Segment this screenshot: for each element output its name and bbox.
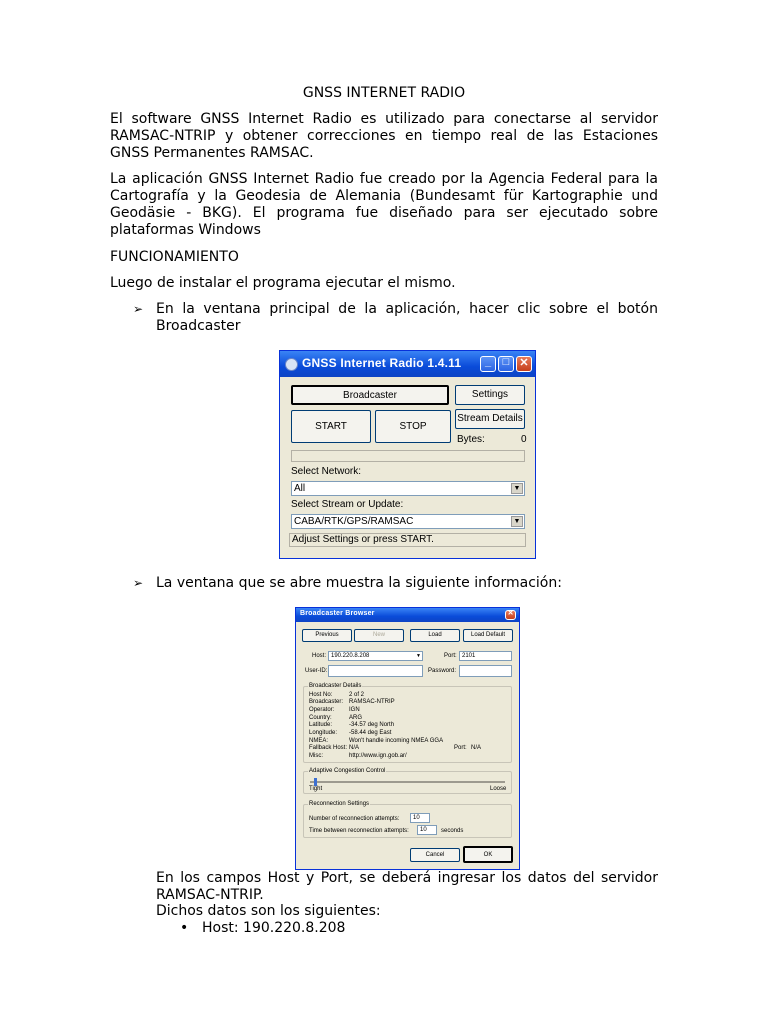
reconnection-settings-group (303, 801, 512, 838)
fallback-port-label: Port: (454, 745, 467, 751)
broadcaster-browser-window (295, 607, 520, 870)
new-button[interactable]: New (354, 629, 404, 642)
detail-value: Won't handle incoming NMEA GGA (349, 738, 444, 744)
userid-label: User-ID: (305, 668, 328, 674)
port-label: Port: (444, 653, 457, 659)
password-field[interactable] (459, 665, 512, 677)
userid-field[interactable] (328, 665, 423, 677)
window-titlebar[interactable] (296, 608, 519, 622)
chevron-down-icon[interactable]: ▼ (416, 653, 421, 659)
close-icon[interactable]: ✕ (505, 610, 516, 620)
detail-key: Fallback Host: (309, 745, 348, 751)
group-title: Broadcaster Details (309, 683, 362, 689)
detail-value: N/A (349, 745, 360, 751)
detail-value: RAMSAC-NTRIP (349, 699, 395, 705)
detail-value: IGN (349, 707, 360, 713)
document-title: GNSS INTERNET RADIO (302, 85, 466, 101)
tight-label: Tight (309, 786, 323, 792)
fallback-port-value: N/A (471, 745, 482, 751)
detail-value: http://www.ign.gob.ar/ (349, 753, 407, 759)
host-field[interactable]: 190.220.8.208 ▼ (328, 651, 423, 661)
port-field[interactable]: 2101 (459, 651, 512, 661)
congestion-slider-track[interactable] (310, 781, 505, 783)
stream-details-button[interactable]: Stream Details (455, 409, 525, 429)
paragraph-install: Luego de instalar el programa ejecutar el mismo. (110, 275, 456, 291)
window-title: GNSS Internet Radio 1.4.11 (302, 356, 462, 370)
select-network-label: Select Network: (291, 466, 362, 477)
paragraph-origin-line1: La aplicación GNSS Internet Radio fue creado por la Agencia Federal para la (110, 171, 658, 187)
cancel-button[interactable]: Cancel (410, 848, 460, 862)
congestion-slider-handle[interactable] (314, 778, 317, 786)
previous-button[interactable]: Previous (302, 629, 352, 642)
detail-key: Misc: (309, 753, 323, 759)
gnss-radio-window (279, 350, 536, 559)
group-title: Reconnection Settings (309, 801, 370, 807)
congestion-control-group (303, 768, 512, 794)
password-label: Password: (428, 668, 457, 674)
progress-bar (291, 450, 525, 462)
status-text: Adjust Settings or press START. (292, 534, 434, 545)
bullet-host: Host: 190.220.8.208 (202, 920, 346, 936)
host-label: Host: (312, 653, 327, 659)
bullet-broadcaster-line2: Broadcaster (156, 318, 241, 334)
chevron-down-icon[interactable]: ▼ (511, 516, 523, 527)
section-heading: FUNCIONAMIENTO (110, 249, 239, 265)
paragraph-origin-line3: Geodäsie - BKG). El programa fue diseñado para ser ejecutado sobre (110, 205, 658, 221)
maximize-icon[interactable]: □ (498, 356, 514, 372)
time-field[interactable]: 10 (417, 825, 437, 835)
stop-button[interactable]: STOP (375, 410, 451, 443)
paragraph-origin-line2: Cartografía y la Geodesia de Alemania (Bundesamt für Kartographie und (110, 188, 658, 204)
seconds-label: seconds (441, 828, 464, 834)
app-icon (285, 358, 298, 371)
select-stream-label: Select Stream or Update: (291, 499, 404, 510)
detail-value: -58.44 deg East (349, 730, 392, 736)
detail-key: Latitude: (309, 722, 333, 728)
stream-select[interactable]: CABA/RTK/GPS/RAMSAC ▼ (291, 514, 525, 529)
load-default-button[interactable]: Load Default (463, 629, 513, 642)
broadcaster-button[interactable]: Broadcaster (291, 385, 449, 405)
loose-label: Loose (490, 786, 507, 792)
window-title: Broadcaster Browser (300, 610, 375, 617)
settings-button[interactable]: Settings (455, 385, 525, 405)
detail-key: Country: (309, 715, 332, 721)
close-icon[interactable]: ✕ (516, 356, 532, 372)
group-title: Adaptive Congestion Control (309, 768, 386, 774)
detail-key: Longitude: (309, 730, 338, 736)
chevron-down-icon[interactable]: ▼ (511, 483, 523, 494)
detail-value: 2 of 2 (349, 692, 365, 698)
paragraph-intro-line1: El software GNSS Internet Radio es utilizado para conectarse al servidor (110, 111, 658, 127)
paragraph-host-port-line2: RAMSAC-NTRIP. (156, 887, 264, 903)
arrow-bullet-icon: ➢ (133, 302, 144, 316)
detail-value: ARG (349, 715, 363, 721)
bullet-broadcaster-line1: En la ventana principal de la aplicación, hacer clic sobre el botón (156, 301, 658, 317)
paragraph-origin-line4: plataformas Windows (110, 222, 261, 238)
time-label: Time between reconnection attempts: (309, 828, 409, 834)
paragraph-host-port-line1: En los campos Host y Port, se deberá ingresar los datos del servidor (156, 870, 658, 886)
bytes-label: Bytes: (457, 434, 485, 445)
status-bar (289, 533, 526, 547)
detail-key: NMEA: (309, 738, 329, 744)
attempts-field[interactable]: 10 (410, 813, 430, 823)
detail-key: Broadcaster: (309, 699, 344, 705)
start-button[interactable]: START (291, 410, 371, 443)
detail-value: -34.57 deg North (349, 722, 395, 728)
broadcaster-details-group (303, 683, 512, 763)
arrow-bullet-icon: ➢ (133, 576, 144, 590)
detail-key: Host No: (309, 692, 333, 698)
window-titlebar[interactable] (280, 351, 535, 377)
attempts-label: Number of reconnection attempts: (309, 816, 400, 822)
paragraph-intro-line3: GNSS Permanentes RAMSAC. (110, 145, 314, 161)
load-button[interactable]: Load (410, 629, 460, 642)
minimize-icon[interactable]: _ (480, 356, 496, 372)
bullet-window-info: La ventana que se abre muestra la siguiente información: (156, 575, 562, 591)
dot-bullet-icon: • (180, 920, 189, 936)
detail-key: Operator: (309, 707, 335, 713)
paragraph-intro-line2: RAMSAC-NTRIP y obtener correcciones en tiempo real de las Estaciones (110, 128, 658, 144)
paragraph-host-port-line3: Dichos datos son los siguientes: (156, 903, 381, 919)
ok-button[interactable]: OK (463, 846, 513, 863)
bytes-value: 0 (521, 434, 527, 445)
network-select[interactable]: All ▼ (291, 481, 525, 496)
